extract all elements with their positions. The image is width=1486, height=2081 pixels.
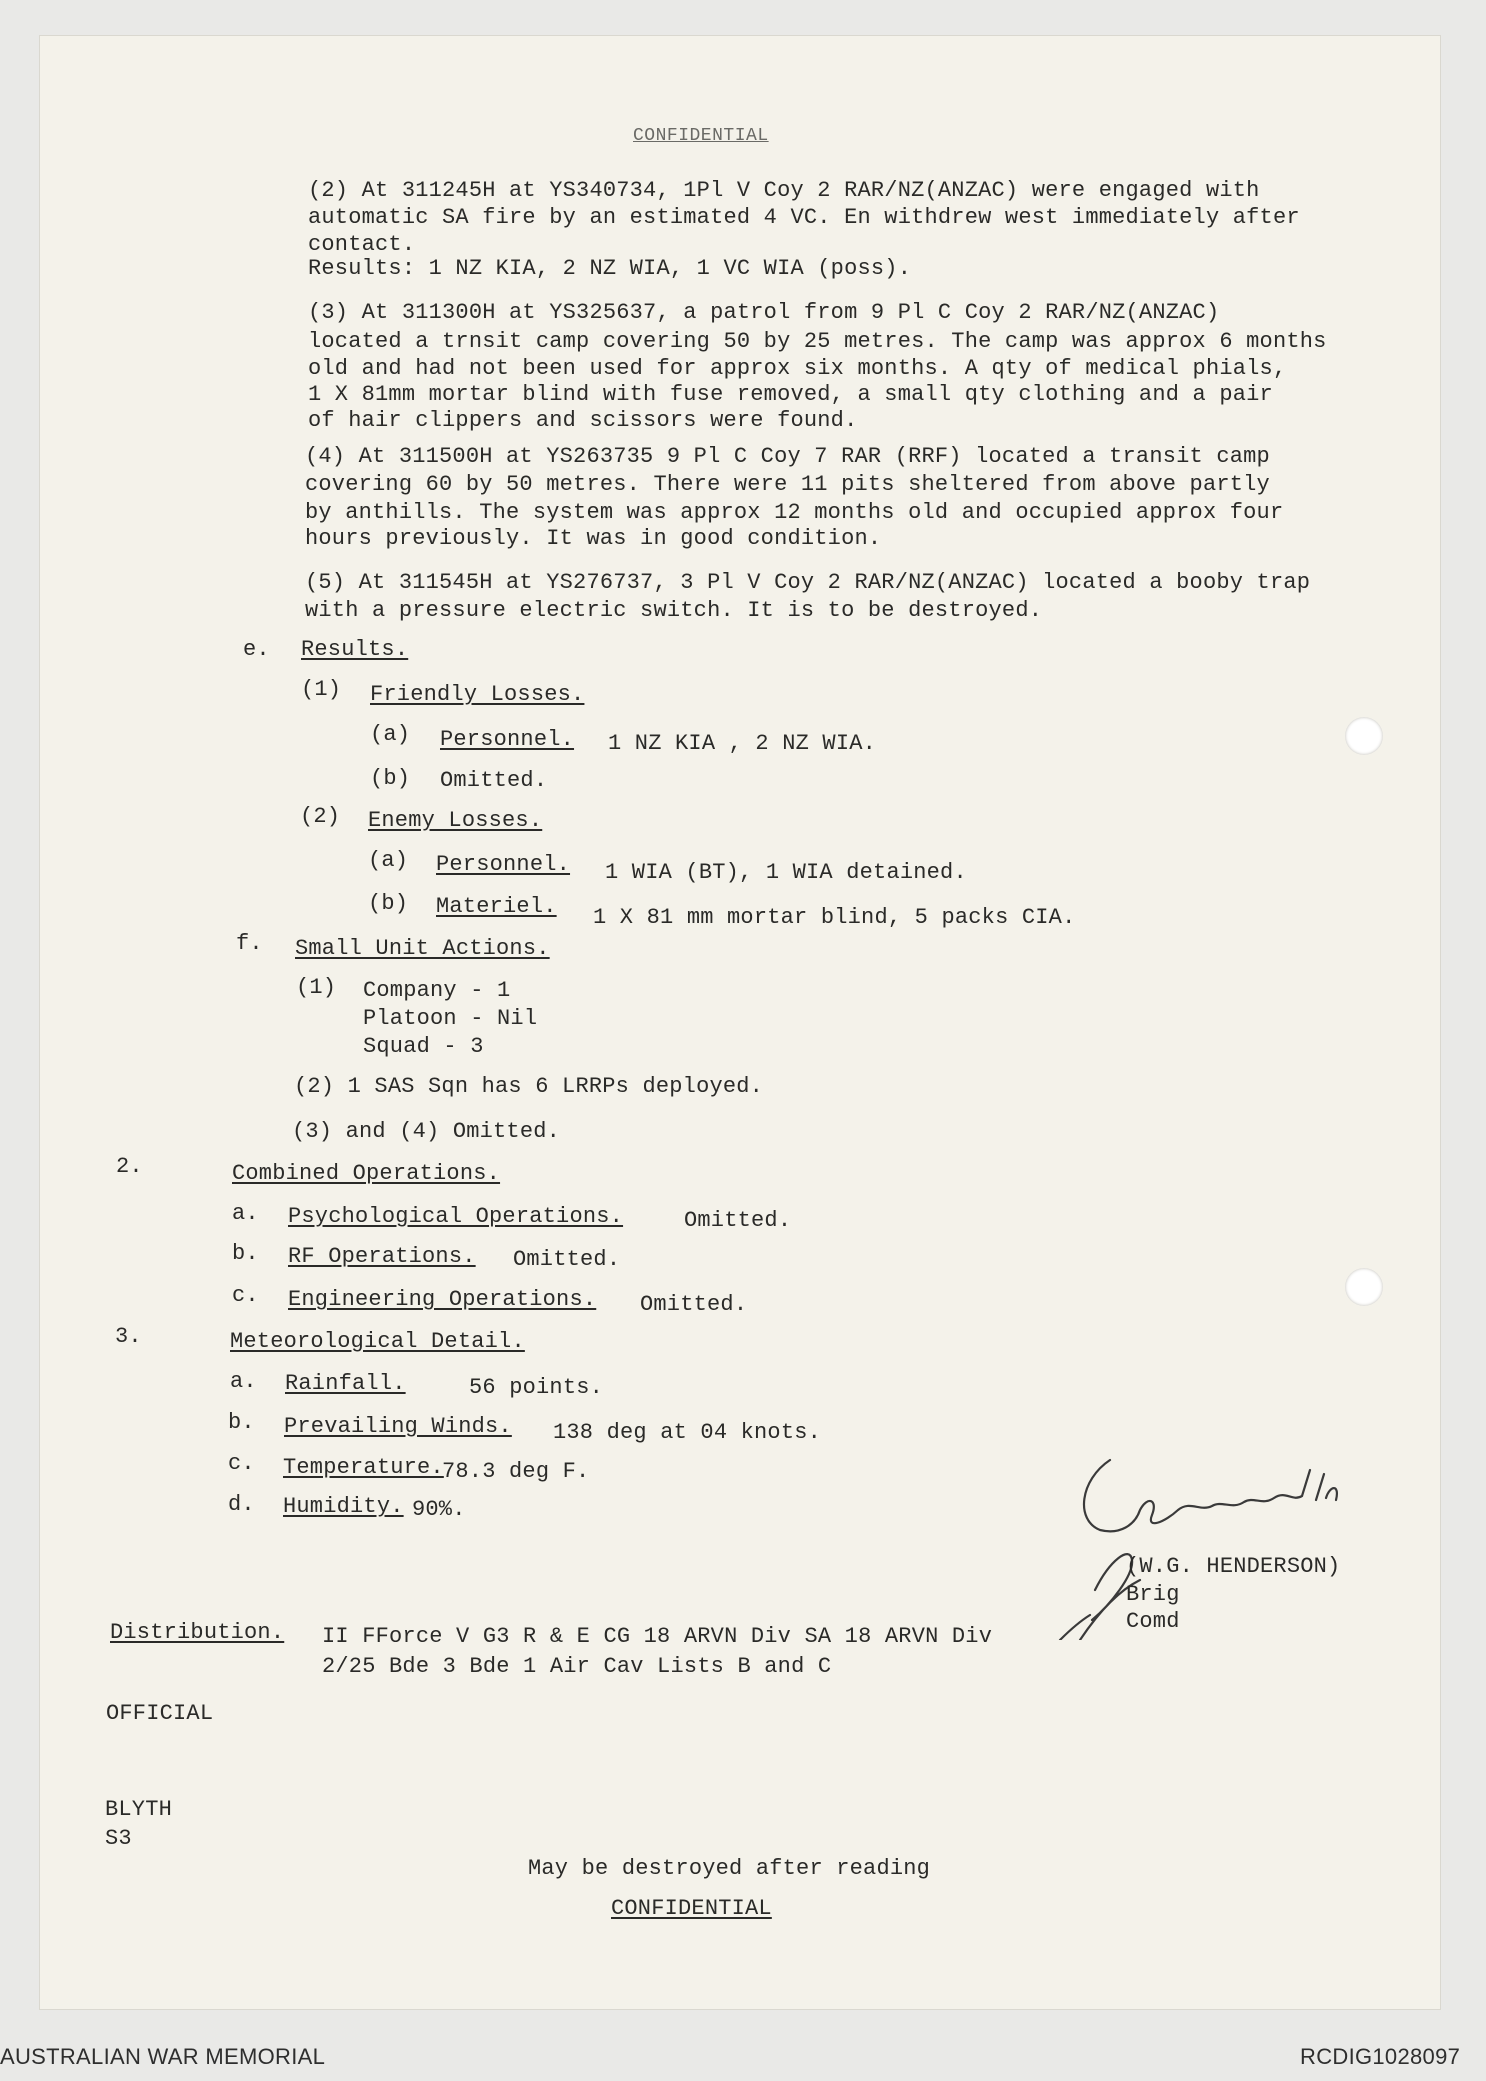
- archive-name: AUSTRALIAN WAR MEMORIAL: [0, 2044, 326, 2069]
- friendly-losses-num: (1): [301, 677, 342, 702]
- section-f-squad: Squad - 3: [363, 1034, 484, 1059]
- section-3-a-label: a.: [230, 1369, 257, 1394]
- section-f-company: Company - 1: [363, 978, 511, 1003]
- enemy-a-text: 1 WIA (BT), 1 WIA detained.: [605, 860, 967, 885]
- section-f-label: f.: [236, 931, 263, 956]
- section-f-platoon: Platoon - Nil: [363, 1006, 538, 1031]
- section-3-b-text: 138 deg at 04 knots.: [553, 1420, 822, 1445]
- section-2-c-label: c.: [232, 1283, 259, 1308]
- friendly-a-text: 1 NZ KIA , 2 NZ WIA.: [608, 731, 877, 756]
- para2-line2: automatic SA fire by an estimated 4 VC. En withdrew west immediately after: [308, 205, 1300, 230]
- destroy-note: May be destroyed after reading: [528, 1856, 931, 1881]
- section-3-c-text: 78.3 deg F.: [442, 1459, 590, 1484]
- section-3-label: 3.: [115, 1324, 142, 1349]
- distribution-line1: II FForce V G3 R & E CG 18 ARVN Div SA 18 ARVN Div: [322, 1624, 993, 1649]
- friendly-a-title: Personnel.: [440, 727, 575, 752]
- section-3-c-label: c.: [228, 1451, 255, 1476]
- para3-line4: 1 X 81mm mortar blind with fuse removed, a small qty clothing and a pair: [308, 382, 1273, 407]
- section-3-title: Meteorological Detail.: [230, 1329, 525, 1354]
- section-2-b-title: RF Operations.: [288, 1244, 476, 1269]
- section-f-item3: (3) and (4) Omitted.: [292, 1119, 561, 1144]
- originator-branch: S3: [105, 1826, 132, 1851]
- para2-results: Results: 1 NZ KIA, 2 NZ WIA, 1 VC WIA (poss).: [308, 256, 912, 281]
- header-classification: CONFIDENTIAL: [633, 126, 769, 146]
- para4-line1: (4) At 311500H at YS263735 9 Pl C Coy 7 RAR (RRF) located a transit camp: [305, 444, 1270, 469]
- archive-id: RCDIG1028097: [1300, 2044, 1461, 2069]
- para4-line4: hours previously. It was in good condition.: [305, 526, 882, 551]
- para4-line3: by anthills. The system was approx 12 months old and occupied approx four: [305, 500, 1284, 525]
- punch-hole-bottom: [1345, 1268, 1383, 1306]
- para5-line1: (5) At 311545H at YS276737, 3 Pl V Coy 2 RAR/NZ(ANZAC) located a booby trap: [305, 570, 1311, 595]
- para2-line3: contact.: [308, 232, 416, 257]
- section-f-title: Small Unit Actions.: [295, 936, 550, 961]
- enemy-b-title: Materiel.: [436, 894, 557, 919]
- distribution-label: Distribution.: [110, 1620, 285, 1645]
- section-2-a-title: Psychological Operations.: [288, 1204, 624, 1229]
- para3-line2: located a trnsit camp covering 50 by 25 metres. The camp was approx 6 months: [308, 329, 1327, 354]
- section-3-d-text: 90%.: [412, 1497, 466, 1522]
- section-f-item2: (2) 1 SAS Sqn has 6 LRRPs deployed.: [294, 1074, 764, 1099]
- section-3-a-text: 56 points.: [469, 1375, 604, 1400]
- friendly-a-num: (a): [370, 722, 411, 747]
- para3-line5: of hair clippers and scissors were found.: [308, 408, 858, 433]
- section-2-a-label: a.: [232, 1201, 259, 1226]
- footer-classification: CONFIDENTIAL: [611, 1896, 772, 1921]
- section-e-label: e.: [243, 637, 270, 662]
- signatory-name: (W.G. HENDERSON): [1126, 1554, 1341, 1579]
- section-3-b-label: b.: [228, 1410, 255, 1435]
- para5-line2: with a pressure electric switch. It is to be destroyed.: [305, 598, 1043, 623]
- section-2-c-title: Engineering Operations.: [288, 1287, 597, 1312]
- section-2-c-text: Omitted.: [640, 1292, 748, 1317]
- para4-line2: covering 60 by 50 metres. There were 11 pits sheltered from above partly: [305, 472, 1270, 497]
- official-label: OFFICIAL: [106, 1701, 214, 1726]
- enemy-b-text: 1 X 81 mm mortar blind, 5 packs CIA.: [593, 905, 1076, 930]
- section-3-c-title: Temperature.: [283, 1455, 444, 1480]
- section-e-title: Results.: [301, 637, 409, 662]
- enemy-losses-num: (2): [300, 804, 341, 829]
- para2-line1: (2) At 311245H at YS340734, 1Pl V Coy 2 RAR/NZ(ANZAC) were engaged with: [308, 178, 1260, 203]
- section-2-title: Combined Operations.: [232, 1161, 501, 1186]
- section-2-b-label: b.: [232, 1241, 259, 1266]
- friendly-losses-title: Friendly Losses.: [370, 682, 585, 707]
- section-3-d-label: d.: [228, 1492, 255, 1517]
- enemy-losses-title: Enemy Losses.: [368, 808, 543, 833]
- handwritten-signature: [1040, 1440, 1370, 1640]
- signatory-role: Comd: [1126, 1609, 1180, 1634]
- section-3-d-title: Humidity.: [283, 1494, 404, 1519]
- para3-line3: old and had not been used for approx six months. A qty of medical phials,: [308, 356, 1287, 381]
- friendly-b-num: (b): [370, 766, 411, 791]
- section-3-b-title: Prevailing Winds.: [284, 1414, 512, 1439]
- para3-line1: (3) At 311300H at YS325637, a patrol from 9 Pl C Coy 2 RAR/NZ(ANZAC): [308, 300, 1220, 325]
- originator-name: BLYTH: [105, 1797, 173, 1822]
- distribution-line2: 2/25 Bde 3 Bde 1 Air Cav Lists B and C: [322, 1654, 832, 1679]
- enemy-b-num: (b): [368, 891, 409, 916]
- signatory-rank: Brig: [1126, 1582, 1180, 1607]
- punch-hole-top: [1345, 717, 1383, 755]
- enemy-a-title: Personnel.: [436, 852, 571, 877]
- friendly-b-text: Omitted.: [440, 768, 548, 793]
- section-2-a-text: Omitted.: [684, 1208, 792, 1233]
- section-3-a-title: Rainfall.: [285, 1371, 406, 1396]
- section-2-b-text: Omitted.: [513, 1247, 621, 1272]
- section-2-label: 2.: [116, 1154, 143, 1179]
- section-f-item1-num: (1): [296, 975, 337, 1000]
- enemy-a-num: (a): [368, 848, 409, 873]
